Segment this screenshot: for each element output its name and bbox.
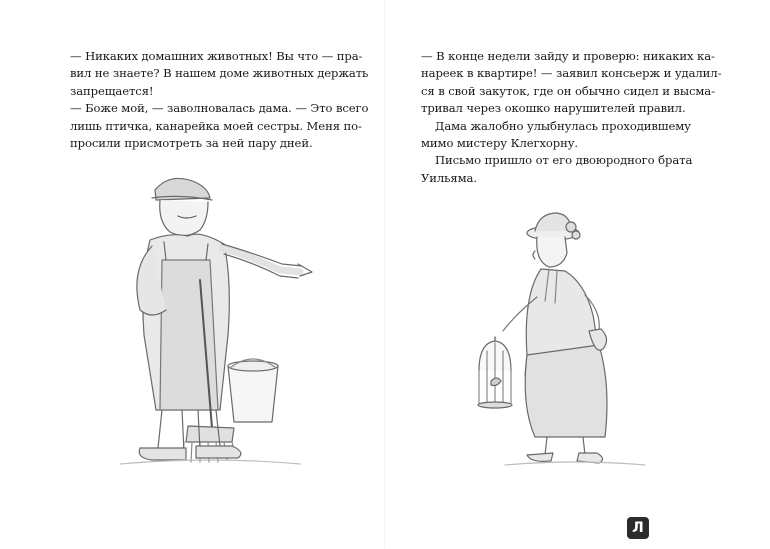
lady-illustration <box>465 205 665 470</box>
text-line: мимо мистеру Клегхорну. <box>421 136 579 151</box>
right-page <box>385 0 770 549</box>
text-line: просили присмотреть за ней пару дней. <box>70 136 313 151</box>
text-line: Дама жалобно улыбнулась проходившему <box>435 118 691 133</box>
publisher-logo-icon: Л <box>627 517 649 539</box>
text-line: лишь птичка, канарейка моей сестры. Меня по- <box>70 118 362 133</box>
text-line: — В конце недели зайду и проверю: никаких ка- <box>421 49 715 63</box>
text-line: — Никаких домашних животных! Вы что — пра- <box>70 49 363 63</box>
text-line: — Боже мой, — заволновалась дама. — Это всего <box>70 101 369 116</box>
text-line: нареек в квартире! — заявил консьерж и удалил- <box>421 66 722 81</box>
text-line: ся в свой закуток, где он обычно сидел и высма- <box>421 83 715 98</box>
left-page-text <box>70 48 368 152</box>
text-line: вил не знаете? В нашем доме животных держать <box>70 66 369 81</box>
text-line: тривал через окошко нарушителей правил. <box>421 101 686 116</box>
text-line: Письмо пришло от его двоюродного брата <box>435 153 693 168</box>
text-line: запрещается! <box>70 83 154 98</box>
janitor-illustration <box>100 160 320 470</box>
right-page-text <box>421 48 721 187</box>
text-line: Уильяма. <box>421 170 477 185</box>
